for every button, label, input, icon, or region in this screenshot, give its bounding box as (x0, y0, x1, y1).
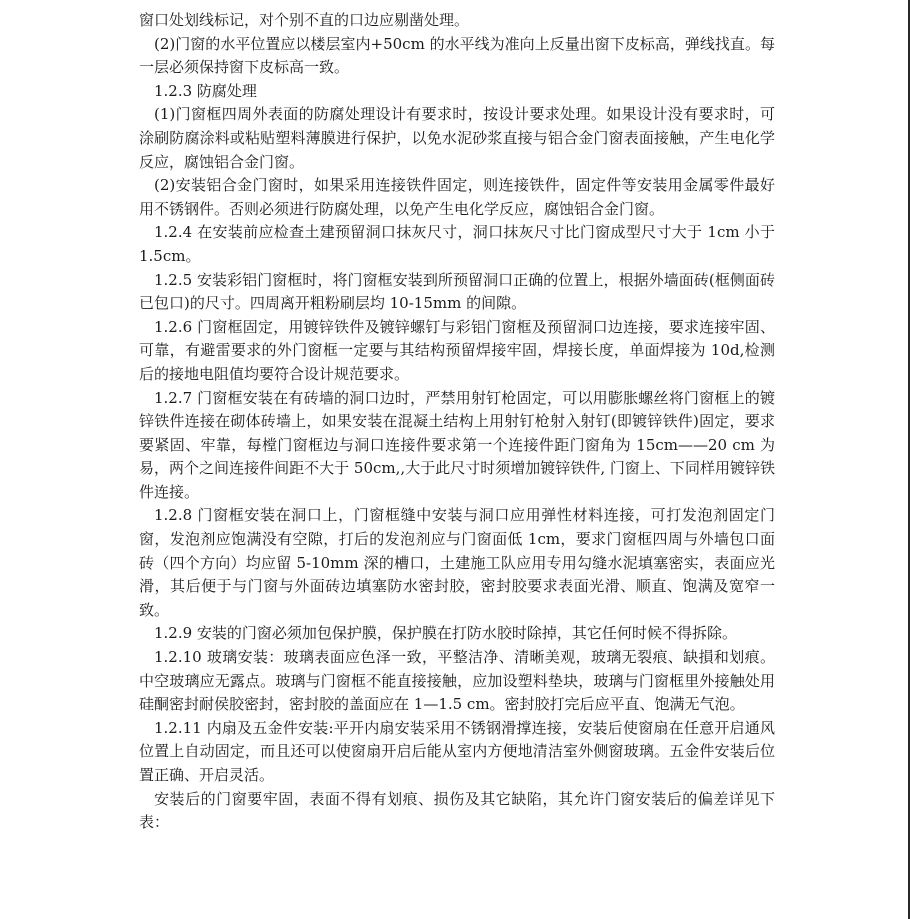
paragraph-1-2-9: 1.2.9 安装的门窗必须加包保护膜，保护膜在打防水胶时除掉，其它任何时候不得拆除。 (154, 624, 737, 643)
paragraph-1-2-8: 1.2.8 门窗框安装在洞口上，门窗框缝中安装与洞口应用弹性材料连接，可打发泡剂固定门窗，发泡剂应饱满没有空隙，打后的发泡剂应与门窗面低 1cm，要求门窗框四周与外墙包口面砖（四个方向）均应留 5-10mm 深的槽口，土建施工队应用专用勾缝水泥填塞密实，表面应光滑，其后便于与门窗与外面砖边填塞防水密封胶，密封胶要求表面光滑、顺直、饱满及宽窄一致。 (139, 506, 775, 619)
paragraph-1-2-11: 1.2.11 内扇及五金件安装:平开内扇安装采用不锈钢滑撑连接，安装后使窗扇在任意开启通风位置上自动固定，而且还可以使窗扇开启后能从室内方便地清洁室外侧窗玻璃。五金件安装后位置正确、开启灵活。 (139, 718, 775, 784)
paragraph-1-2-7: 1.2.7 门窗框安装在有砖墙的洞口边时，严禁用射钉枪固定，可以用膨胀螺丝将门窗框上的镀锌铁件连接在砌体砖墙上，如果安装在混凝土结构上用射钉枪射入射钉(即镀锌铁件)固定，要求要紧固、牢靠，每樘门窗框边与洞口连接件要求第一个连接件距门窗角为 15cm——20 cm 为易，两个之间连接件间距不大于 50cm,,大于此尺寸时须增加镀锌铁件, 门窗上、下同样用镀锌铁件连接。 (139, 388, 775, 501)
paragraph-window-level: (2)门窗的水平位置应以楼层室内+50cm 的水平线为准向上反量出窗下皮标高，弹线找直。每一层必须保持窗下皮标高一致。 (139, 34, 775, 77)
paragraph-anticorrosion-1: (1)门窗框四周外表面的防腐处理设计有要求时，按设计要求处理。如果设计没有要求时，可涂刷防腐涂料或粘贴塑料薄膜进行保护，以免水泥砂浆直接与铝合金门窗表面接触，产生电化学反应，腐蚀铝合金门窗。 (139, 105, 775, 171)
section-heading-anticorrosion: 1.2.3 防腐处理 (154, 81, 257, 100)
paragraph-closing: 安装后的门窗要牢固，表面不得有划痕、损伤及其它缺陷，其允许门窗安装后的偏差详见下表： (139, 789, 775, 832)
paragraph-1-2-10: 1.2.10 玻璃安装：玻璃表面应色泽一致，平整洁净、清晰美观，玻璃无裂痕、缺損和划痕。中空玻璃应无露点。玻璃与门窗框不能直接接触，应加设塑料垫块，玻璃与门窗框里外接触处用硅酮密封耐侯胶密封，密封胶的盖面应在 1—1.5 cm。密封胶打完后应平直、饱满无气泡。 (139, 648, 775, 714)
paragraph-anticorrosion-2: (2)安装铝合金门窗时，如果采用连接铁件固定，则连接铁件，固定件等安装用金属零件最好用不锈钢件。否则必须进行防腐处理，以免产生电化学反应，腐蚀铝合金门窗。 (139, 176, 775, 218)
paragraph-1-2-6: 1.2.6 门窗框固定，用镀锌铁件及镀锌螺钉与彩铝门窗框及预留洞口边连接，要求连接牢固、可靠，有避雷要求的外门窗框一定要与其结构预留焊接牢固，焊接长度，单面焊接为 10d,检测后的接地电阻值均要符合设计规范要求。 (139, 317, 775, 383)
paragraph-continuation: 窗口处划线标记，对个别不直的口边应剔凿处理。 (139, 11, 470, 29)
paragraph-1-2-5: 1.2.5 安装彩铝门窗框时，将门窗框安装到所预留洞口正确的位置上，根据外墙面砖(框侧面砖已包口)的尺寸。四周离开粗粉刷层均 10-15mm 的间隙。 (139, 270, 775, 313)
paragraph-1-2-4: 1.2.4 在安装前应检查土建预留洞口抹灰尺寸，洞口抹灰尺寸比门窗成型尺寸大于 1cm 小于 1.5cm。 (139, 223, 775, 265)
document-body (139, 9, 775, 835)
